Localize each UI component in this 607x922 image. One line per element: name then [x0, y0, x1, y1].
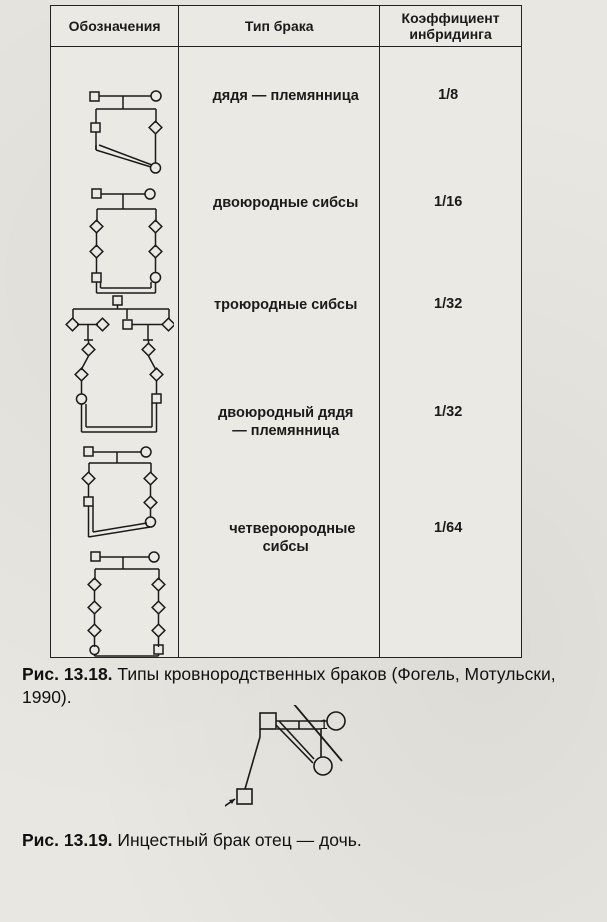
type-label-uncle-niece: дядя — племянница [212, 88, 359, 104]
father-square [260, 713, 276, 729]
type-label-cousin-uncle-niece: двоюродный дядя — племянница [218, 405, 354, 439]
caption-number: Рис. 13.18. [22, 664, 113, 684]
pedigree-second-cousins [66, 295, 174, 432]
coef-uncle-niece: 1/8 [438, 87, 459, 103]
daughter-circle [314, 757, 332, 775]
pedigree-uncle-niece [90, 91, 162, 173]
caption-text-2: Инцестный брак отец — дочь. [117, 830, 362, 850]
type-label-third-cousins: четвероюродные сибсы [229, 521, 356, 555]
table-body-row [51, 47, 522, 658]
pedigree-cousin-uncle-niece [82, 447, 157, 537]
header-coefficient [380, 6, 522, 47]
marriage-type-column [179, 47, 380, 658]
type-label-second-cousins: троюродные сибсы [214, 297, 358, 313]
coef-second-cousins: 1/32 [434, 296, 463, 312]
pedigree-diagrams [51, 47, 174, 657]
child-square [237, 789, 252, 804]
pedigree-third-cousins [88, 552, 165, 656]
coefficient-column [380, 47, 522, 658]
figure-caption-13-18 [22, 663, 582, 709]
mother-circle [327, 712, 345, 730]
marriage-types-table [50, 5, 522, 658]
incest-pedigree-diagram [225, 705, 375, 815]
pedigree-column [51, 47, 179, 658]
caption-number-2: Рис. 13.19. [22, 830, 113, 850]
coef-cousin-uncle-niece: 1/32 [434, 404, 463, 420]
coef-third-cousins: 1/64 [434, 520, 463, 536]
table-header-row [51, 6, 522, 47]
header-designation: Обозначения [51, 6, 179, 47]
marker-label: 1 [320, 716, 328, 732]
header-marriage-type: Тип брака [179, 6, 380, 47]
figure-caption-13-19 [22, 829, 582, 852]
type-label-first-cousins: двоюродные сибсы [213, 195, 359, 211]
pedigree-first-cousins [90, 189, 162, 293]
caption-text: Типы кровнородственных браков (Фогель, Мотульски, 1990). [22, 664, 556, 707]
header-coefficient-text: Коэффициент инбридинга [401, 10, 500, 42]
coef-first-cousins: 1/16 [434, 194, 463, 210]
